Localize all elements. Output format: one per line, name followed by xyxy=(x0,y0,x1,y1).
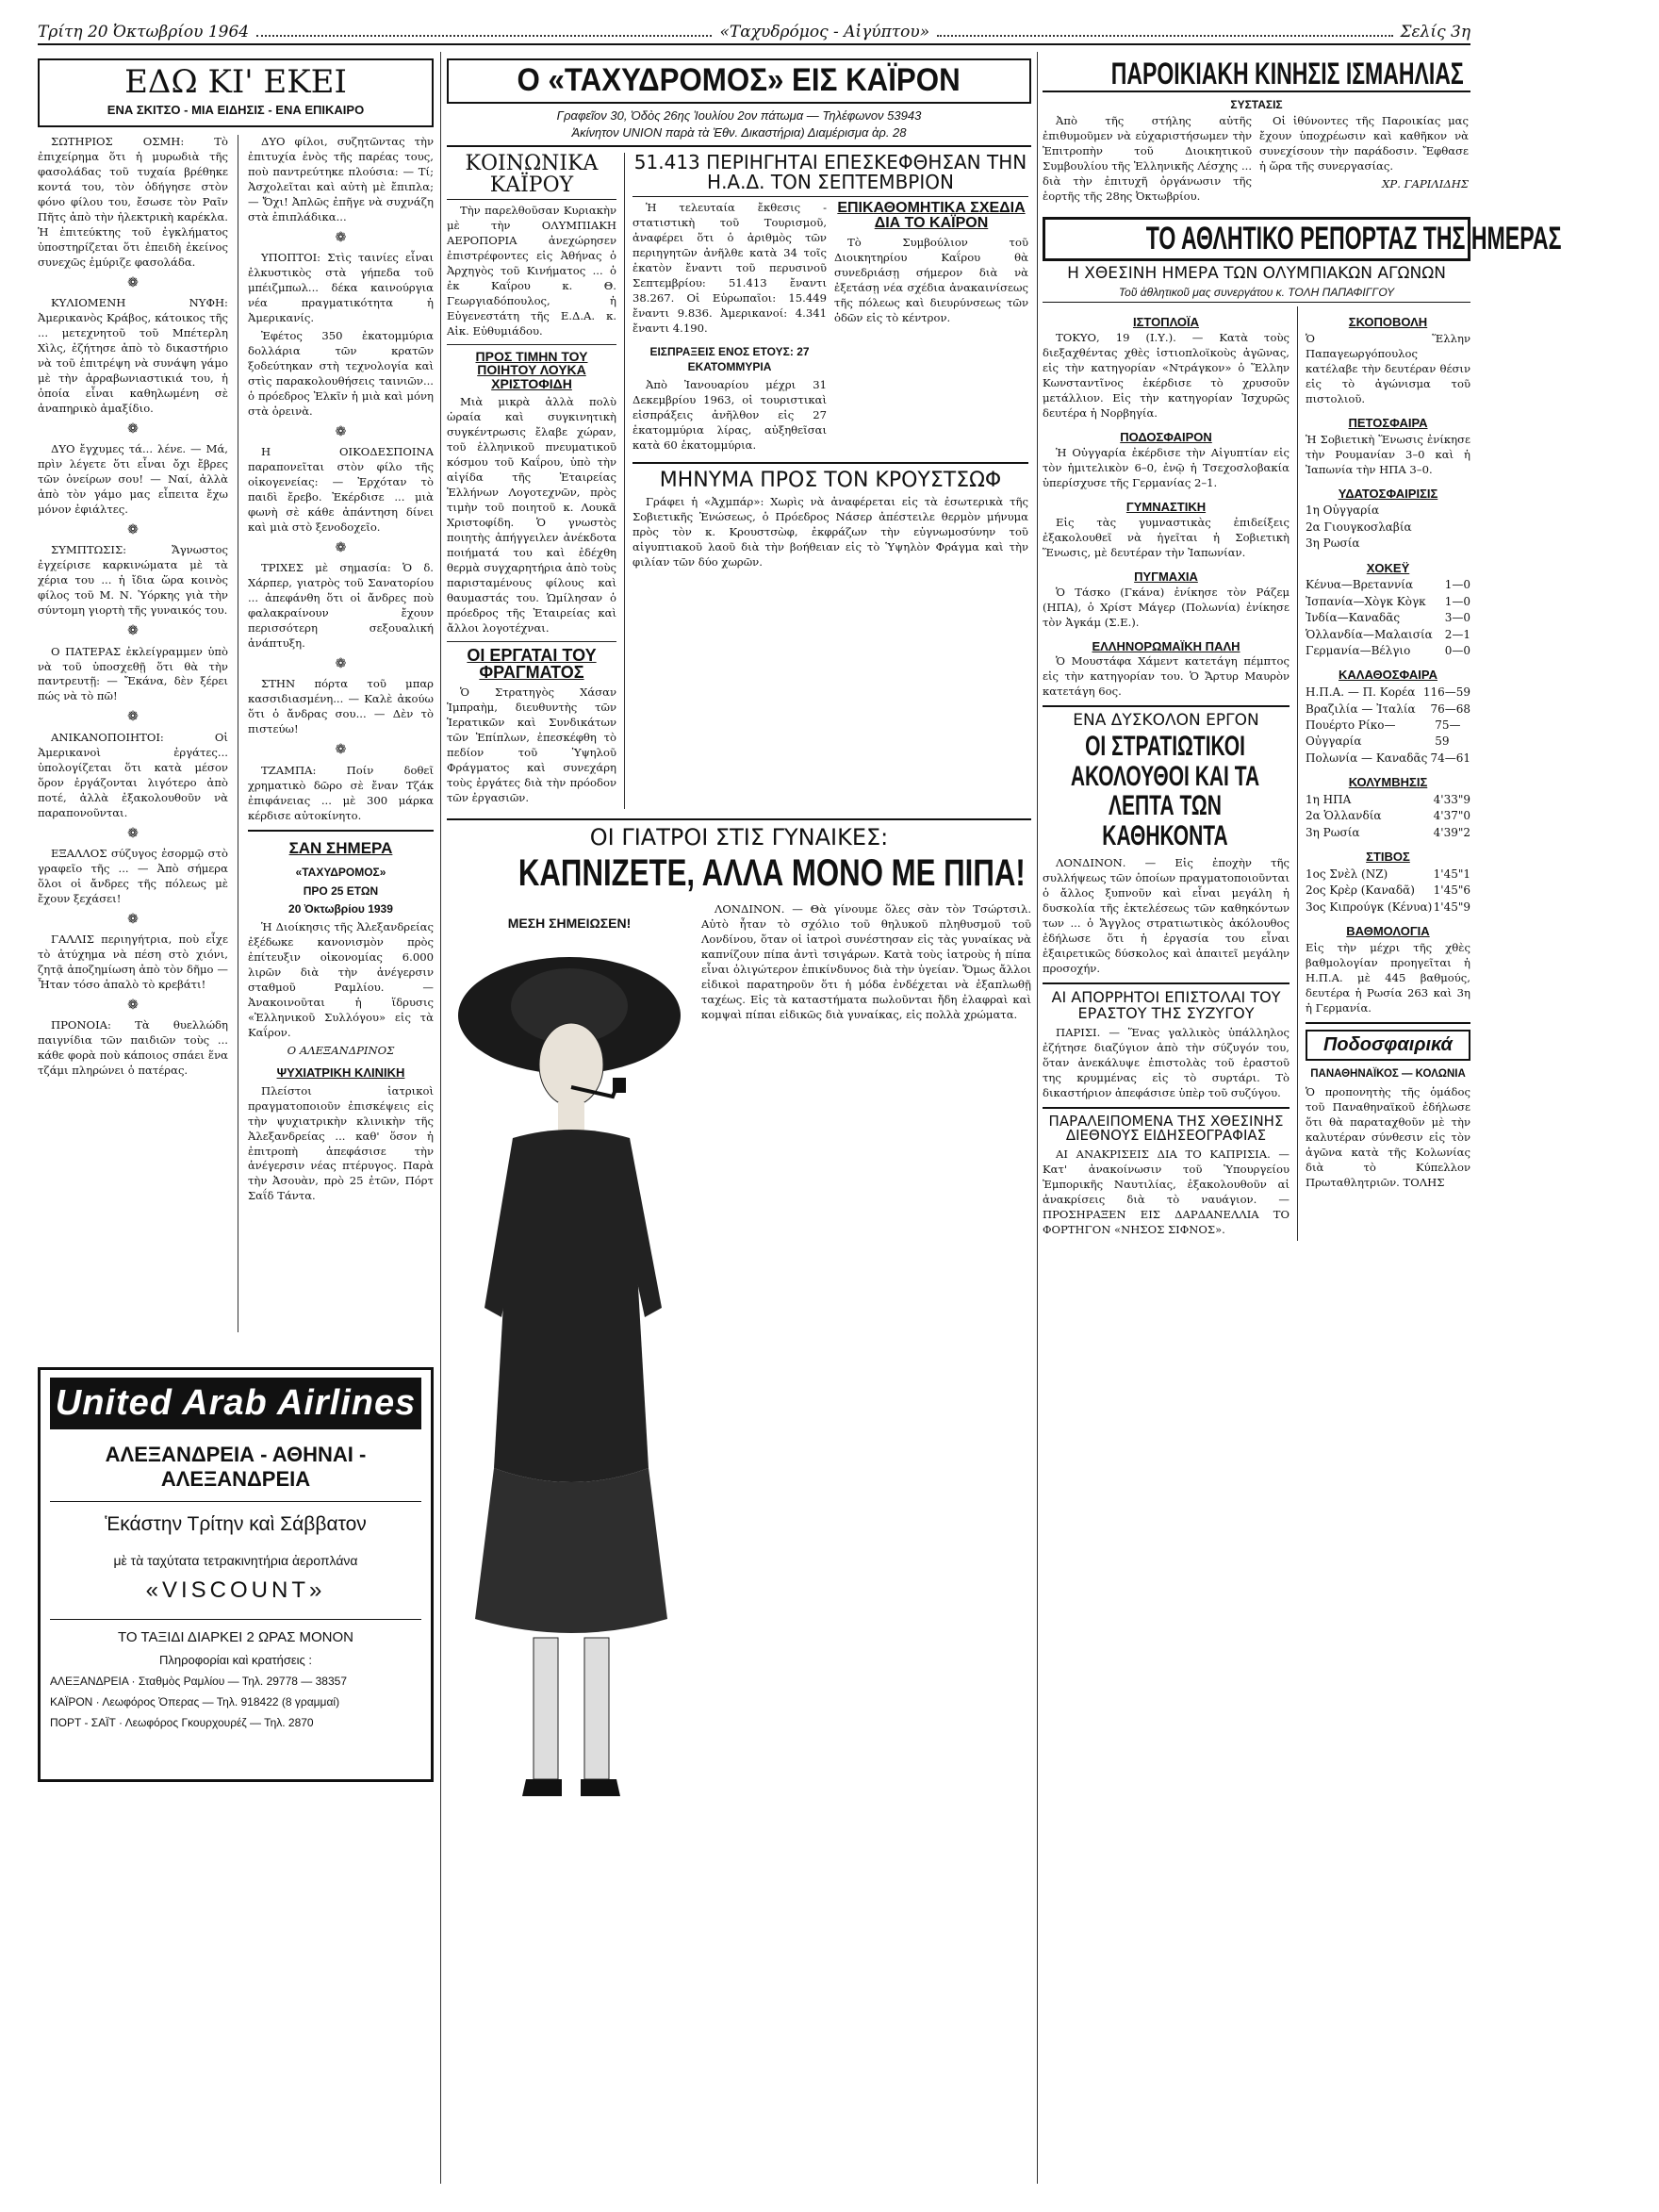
divider xyxy=(1043,1107,1289,1109)
workers-title: ΟΙ ΕΡΓΑΤΑΙ ΤΟΥ ΦΡΑΓΜΑΤΟΣ xyxy=(467,645,597,683)
ad-route: ΑΛΕΞΑΝΔΡΕΙΑ - ΑΘΗΝΑΙ - ΑΛΕΞΑΝΔΡΕΙΑ xyxy=(50,1443,421,1502)
today-title: ΣΑΝ ΣΗΜΕΡΑ xyxy=(288,838,393,857)
result-row xyxy=(1306,718,1470,751)
score: 2—1 xyxy=(1444,627,1470,641)
separator: ❁ xyxy=(127,709,139,725)
separator: ❁ xyxy=(127,274,139,290)
shooting-text: Ὁ Ἕλλην Παπαγεωργόπουλος κατέλαβε τὴν δευτέραν θέσιν εἰς τὸ ἀγώνισμα τοῦ πιστολιοῦ. xyxy=(1306,331,1470,405)
column-right xyxy=(1043,57,1562,2199)
community-text: Ἀπὸ τῆς στήλης αὐτῆς ἐπιθυμοῦμεν νὰ εὐχαριστήσωμεν τὴν Ἐπιτροπὴν τοῦ Διοικητικοῦ Συμβουλίου τῆς Ἑλληνικῆς Λέσχης ... διὰ τὴν ἐπιτυχῆ ὀργάνωσιν τῆς ἑορτῆς τῆς 28ης Ὀκτωβρίου. xyxy=(1043,113,1252,203)
score: 76—68 xyxy=(1430,702,1470,716)
time: 4'39"2 xyxy=(1433,825,1470,839)
item-paragraph: Ἐφέτος 350 ἐκατομμύρια δολλάρια τῶν κρατῶν ξοδεύτηκαν στὴ τεχνολογία καὶ στὶς παρακολουθήσεις ταινιῶν... ὁ πρόεδρος Ἐλκῖν ἡ μιὰ καὶ μόνη στὰ ὀρεινὰ. xyxy=(247,328,434,418)
separator: ❁ xyxy=(127,421,139,437)
ad-plane: «VISCOUNT» xyxy=(145,1577,326,1603)
header-leader xyxy=(937,27,1392,37)
community-kicker: ΣΥΣΤΑΣΙΣ xyxy=(1230,97,1283,111)
score: 0—0 xyxy=(1444,644,1470,658)
gymnastics-text: Εἰς τὰς γυμναστικὰς ἐπιδείξεις ἐξακολουθεῖ νὰ ἡγεῖται ἡ Σοβιετικὴ Ἕνωσις, μὲ δευτέραν τὴν Ἰαπωνίαν. xyxy=(1043,515,1289,559)
time: 1'45"6 xyxy=(1433,883,1470,898)
sailing-text: ΤΟΚΥΟ, 19 (Ι.Υ.). — Κατὰ τοὺς διεξαχθέντας χθὲς ἱστιοπλοϊκοὺς ἀγῶνας, εἰς τὴν κατηγορίαν «Ντράγκον» ὁ Ἕλλην Κωνσταντῖνος ἐκέρδισε τὸ χρυσοῦν μετάλλιον. Εἰς τὴν κατηγορίαν Ἰσχυρῶς δευτέρα ἡ Νορβηγία. xyxy=(1043,330,1289,420)
divider xyxy=(1043,705,1289,707)
result-row xyxy=(1306,883,1470,899)
section-title: ΕΔΩ ΚΙ' ΕΚΕΙ xyxy=(124,63,347,101)
plans-text: Τὸ Συμβούλιον τοῦ Διοικητηρίου Καΐρου θὰ συνεδριάσῃ σήμερον διὰ νὰ ἐξετάσῃ νέα σχέδια ἀνακαινίσεως τῆς πόλεως καὶ διευρύνσεως τῶν ὁδῶν εἰς τὸ κέντρον. xyxy=(834,236,1028,325)
center-upper xyxy=(447,150,1031,810)
header-leader xyxy=(256,27,712,37)
doctors-body xyxy=(447,902,1031,1855)
result-row xyxy=(1306,594,1470,610)
swimming-heading: ΚΟΛΥΜΒΗΣΙΣ xyxy=(1348,775,1428,790)
community-signature: ΧΡ. ΓΑΡΙΛΙΔΗΣ xyxy=(1382,176,1469,190)
divider xyxy=(447,344,616,345)
tourists-col xyxy=(632,201,827,456)
airline-brand: United Arab Airlines xyxy=(50,1378,421,1429)
separator: ❁ xyxy=(127,521,139,537)
wrestling-heading: ΕΛΛΗΝΟΡΩΜΑΪΚΗ ΠΑΛΗ xyxy=(1092,638,1240,653)
omissions-title: ΠΑΡΑΛΕΙΠΟΜΕΝΑ ΤΗΣ ΧΘΕΣΙΝΗΣ ΔΙΕΘΝΟΥΣ ΕΙΔΗΣΕΟΓΡΑΦΙΑΣ xyxy=(1048,1112,1284,1145)
match: Πουέρτο Ρίκο—Οὐγγαρία xyxy=(1306,718,1396,749)
score: 75—59 xyxy=(1435,718,1461,749)
doctors-title: ΟΙ ΓΙΑΤΡΟΙ ΣΤΙΣ ΓΥΝΑΙΚΕΣ: xyxy=(589,824,889,851)
score: 74—61 xyxy=(1430,751,1470,765)
today-date: 20 Ὀκτωβρίου 1939 xyxy=(288,902,393,916)
issue-date: Τρίτη 20 Ὀκτωβρίου 1964 xyxy=(38,23,250,41)
page-header xyxy=(38,21,1470,45)
item-paragraph: ΚΥΛΙΟΜΕΝΗ ΝΥΦΗ: Ἀμερικανὸς Κράβος, κάτοικος τῆς ... μετεχνητοῦ τοῦ Μπέτερλη Χὶλς, ἐζήτησε ἀπὸ τὸ δικαστήριο νὰ τοῦ ἐπιτρέψη νὰ συνάψη γάμο μὲ τὴν ἀρραβωνιαστικιά του, ἡ ὁποία εἶναι καθηλωμένη σὲ ἀναπηρικὸ ἀμαξίδιο. xyxy=(38,295,228,415)
athlete: 3ος Κιπρούγκ (Κένυα) xyxy=(1306,900,1433,914)
result-row xyxy=(1306,751,1470,767)
woman-with-pipe-illustration xyxy=(447,902,692,1855)
team: 2α Ὁλλανδία xyxy=(1306,809,1382,823)
item-paragraph: ΑΝΙΚΑΝΟΠΟΙΗΤΟΙ: Οἱ Ἀμερικανοὶ ἐργάτες... ὑπολογίζεται ὅτι κατὰ μέσον ὅρον ἐργάζονται λιγότερο ἀπὸ ποτέ, ἀλλὰ ἐξακολουθοῦν νὰ παραπονοῦνται. xyxy=(38,730,228,819)
match: Η.Π.Α. — Π. Κορέα xyxy=(1306,685,1416,700)
clinic-text: Πλείστοι ἰατρικοὶ πραγματοποιοῦν ἐπισκέψεις εἰς τὴν ψυχιατρικὴν κλινικὴν τῆς Ἀλεξανδρείας ... καθ' ὅσον ἡ ἐπιτροπὴ ἀπεφάσισε τὴν ἀνέγερσιν νέας πτέρυγος. Παρὰ τὴν Ἀσουὰν, πρὸ 25 ἐτῶν, Πόρτ Σαΐδ Τάντα. xyxy=(247,1083,434,1203)
sports-banner xyxy=(1043,217,1562,262)
section-body xyxy=(38,135,434,1332)
tourists-text: Ἡ τελευταία ἔκθεσις - στατιστικὴ τοῦ Τουρισμοῦ, ἀναφέρει ὅτι ὁ ἀριθμὸς τῶν περιηγητῶν ἀνῆλθε κατὰ 34 τοῖς ἑκατὸν ἔναντι τοῦ περυσινοῦ Σεπτεμβρίου: 51.413 ἔναντι 38.267. Οἱ Εὐρωπαῖοι: 15.449 ἔναντι 9.836. Ἀμερικανοί: 4.341 ἔναντι 4.190. xyxy=(632,200,827,335)
athletics-heading: ΣΤΙΒΟΣ xyxy=(1366,850,1410,865)
football-olympic-heading: ΠΟΔΟΣΦΑΙΡΟΝ xyxy=(1120,429,1212,444)
column-center xyxy=(447,58,1031,2199)
football-olympic-text: Ἡ Οὐγγαρία ἐκέρδισε τὴν Αἰγυπτίαν εἰς τὸν ἡμιτελικὸν 6–0, ἐνῷ ἡ Τσεχοσλοβακία ὑπερίσχυσε τῆς Γερμανίας 2–1. xyxy=(1043,445,1289,489)
today-sub: ΠΡΟ 25 ΕΤΩΝ xyxy=(303,883,379,898)
ad-contact: ΑΛΕΞΑΝΔΡΕΙΑ · Σταθμὸς Ραμλίου — Τηλ. 29778 — 38357 xyxy=(50,1675,347,1688)
inner-rule xyxy=(624,153,625,810)
time: 4'37"0 xyxy=(1433,809,1470,823)
message-text: Γράφει ἡ «Ἀχμπάρ»: Χωρὶς νὰ ἀναφέρεται εἰς τὰ ἐσωτερικὰ τῆς Σοβιετικῆς Ἑνώσεως, ὁ Πρόεδρος Νάσερ ἀπέστειλε θερμὸν μήνυμα πρὸς τὸν κ. Κρουστσὼφ, ἐκφράζων τὴν εὐγνωμοσύνην τοῦ αἰγυπτιακοῦ λαοῦ διὰ τὴν βοήθειαν εἰς τὸ Ὑψηλὸν Φράγμα καὶ τὴν φιλίαν τῶν δύο χωρῶν. xyxy=(632,494,1028,569)
item-paragraph: ΤΖΑΜΠΑ: Ποίν δοθεῖ χρηματικὸ δῶρο σὲ ἔναν Τζάκ ἐπιφάνειας ... μὲ 300 μάρκα κέρδισε αὐτοκίνητο. xyxy=(247,763,434,822)
ad-plane-intro: μὲ τὰ ταχύτατα τετρακινητήρια ἀεροπλάνα xyxy=(113,1553,358,1568)
result-row xyxy=(1306,643,1470,659)
divider xyxy=(447,145,1031,147)
gymnastics-heading: ΓΥΜΝΑΣΤΙΚΗ xyxy=(1125,499,1207,514)
attaches-kicker: ΕΝΑ ΔΥΣΚΟΛΟΝ ΕΡΓΟΝ xyxy=(1073,711,1259,731)
workers-text: Ὁ Στρατηγὸς Χάσαν Ἱμπραὴμ, διευθυντὴς τῶν Ἱερατικῶν καὶ Συνδικάτων τῶν Ἐπίπλων, ἐπεσκέφθη τὸ πεδίον τοῦ Ὑψηλοῦ Φράγματος καὶ συνεχάρη τοὺς ἐργάτες διὰ τὴν πρόοδον τῶν ἐργασιῶν. xyxy=(447,685,616,805)
item-paragraph: ΔΥΟ φίλοι, συζητῶντας τὴν ἐπιτυχία ἑνὸς τῆς παρέας τους, ποὺ παντρεύτηκε πλούσια: — Τί; Ἀσχολεῖται καὶ αὐτὴ μὲ ἔπιπλα; — Ὄχι! Ἀπλῶς ἐπῆγε νὰ συχνάζη στὰ ἐπιπλάδικα... xyxy=(247,134,434,223)
community-body xyxy=(1043,114,1470,207)
today-signature: Ο ΑΛΕΞΑΝΔΡΙΝΟΣ xyxy=(287,1043,395,1057)
doctors-text: ΛΟΝΔΙΝΟΝ. — Θὰ γίνουμε ὅλες σὰν τὸν Τσώρτσιλ. Αὐτὸ ἦταν τὸ σχόλιο τοῦ θηλυκοῦ πληθυσμοῦ τοῦ Λονδίνου, ὅταν οἱ ἰατροὶ συνέστησαν εἰς τὰς γυναίκας νὰ καπνίζουν πίπα ἀντὶ τσιγάρων. Κατὰ τοὺς ἰατροὺς ἡ πίπα εἶναι ὀλιγώτερον ἐπικίνδυνος διὰ τὴν ὑγείαν. Ὅμως ἄλλοι εἰδικοὶ παρατηροῦν ὅτι ἡ μόδα ἐνδέχεται νὰ ἐξαπλωθῇ ταχέως. Εἰς τὰ καταστήματα πωλοῦνται ἤδη ἐλαφραὶ καὶ κομψαὶ πίπαι εἰδικῶς διὰ γυναίκας, εἰς πολλὰ χρώματα. xyxy=(701,902,1031,1022)
score: 116—59 xyxy=(1422,685,1470,700)
team: 3η Ρωσία xyxy=(1306,825,1360,839)
plans-title: ΕΠΙΚΑΘΟΜΗΤΙΚΑ ΣΧΕΔΙΑ ΔΙΑ ΤΟ ΚΑΪΡΟΝ xyxy=(837,199,1026,232)
clinic-title: ΨΥΧΙΑΤΡΙΚΗ ΚΛΙΝΙΚΗ xyxy=(276,1065,405,1080)
receipts-text: Ἀπὸ Ἰανουαρίου μέχρι 31 Δεκεμβρίου 1963, οἱ τουριστικαὶ εἰσπράξεις ἀνῆλθον εἰς 27 ἑκατομμύρια λίρας, αὐξηθεῖσαι κατὰ 60 ἑκατομμύρια. xyxy=(632,377,827,452)
community-col xyxy=(1259,114,1469,207)
column-rule xyxy=(440,52,441,2184)
letters-text: ΠΑΡΙΣΙ. — Ἕνας γαλλικὸς ὑπάλληλος ἐζήτησε διαζύγιον ἀπὸ τὴν σύζυγόν του, ὅταν ἀνεκάλυψε ἐπιστολὰς τοῦ ἐραστοῦ της κρυμμένας εἰς τὸ συρτάρι. Τὸ δικαστήριον ἀπεφάσισε ὑπὲρ τοῦ συζύγου. xyxy=(1043,1025,1289,1099)
doctors-text-col xyxy=(701,902,1031,1855)
football-text: Ὁ προπονητὴς τῆς ὁμάδος τοῦ Παναθηναϊκοῦ ἐδήλωσε ὅτι θὰ παραταχθοῦν μὲ τὴν καλυτέραν σύνθεσιν εἰς τὸν ἀγῶνα κατὰ τῆς Κολωνίας διὰ τὸ Κύπελλον Πρωταθλητριῶν. ΤΟΛΗΣ xyxy=(1306,1084,1470,1189)
column-rule xyxy=(1037,52,1038,2184)
community-col xyxy=(1043,114,1252,207)
omissions-text: ΑΙ ΑΝΑΚΡΙΣΕΙΣ ΔΙΑ ΤΟ ΚΑΠΡΙΣΙΑ. — Κατ' ἀνακοίνωσιν τοῦ Ὑπουργείου Ἐμπορικῆς Ναυτιλίας, ἐξακολουθοῦν αἱ ἀνακρίσεις διὰ τὸ ναυάγιον. — ΠΡΟΣΗΡΑΞΕΝ ΕΙΣ ΔΑΡΔΑΝΕΛΛΙΑ ΤΟ ΦΟΡΤΗΓΟΝ «ΝΗΣΟΣ ΣΙΦΝΟΣ». xyxy=(1043,1147,1289,1237)
divider xyxy=(447,818,1031,820)
match: Κένυα—Βρεταννία xyxy=(1306,578,1414,592)
waterpolo-rank: 3η Ρωσία xyxy=(1306,536,1360,551)
divider xyxy=(1306,1022,1470,1024)
separator: ❁ xyxy=(127,825,139,841)
honor-title: ΠΡΟΣ ΤΙΜΗΝ ΤΟΥ ΠΟΙΗΤΟΥ ΛΟΥΚΑ ΧΡΙΣΤΟΦΙΔΗ xyxy=(475,348,588,392)
athlete: 2ος Κρὲρ (Καναδᾶ) xyxy=(1306,883,1415,898)
cairo-banner-title: Ο «ΤΑΧΥΔΡΟΜΟΣ» ΕΙΣ ΚΑΪΡΟΝ xyxy=(517,62,961,98)
shooting-heading: ΣΚΟΠΟΒΟΛΗ xyxy=(1348,315,1428,330)
community-title: ΠΑΡΟΙΚΙΑΚΗ ΚΙΝΗΣΙΣ ΙΣΜΑΗΛΙΑΣ xyxy=(1110,57,1464,91)
time: 1'45"9 xyxy=(1433,900,1470,914)
item-paragraph: ΤΡΙΧΕΣ μὲ σημασία: Ὁ δ. Χάρπερ, γιατρὸς τοῦ Σανατορίου ... ἀπεφάνθη ὅτι οἱ ἄνδρες ποὺ φαλακραίνουν ἔχουν περισσότερη σεξουαλική ἀνάπτυξη. xyxy=(247,561,434,651)
page-number: Σελίς 3η xyxy=(1400,23,1471,41)
social-title: ΚΟΙΝΩΝΙΚΑ ΚΑΪΡΟΥ xyxy=(447,153,616,200)
result-row xyxy=(1306,685,1470,701)
match: Πολωνία — Καναδᾶς xyxy=(1306,751,1428,765)
wrestling-text: Ὁ Μουστάφα Χάμεντ κατετάγη πέμπτος εἰς τὴν κατηγορίαν του. Ὁ Ἄρτυρ Μαυρὸν κατετάγη 6ος. xyxy=(1043,654,1289,699)
fashion-photo xyxy=(447,902,692,1855)
result-row xyxy=(1306,792,1470,808)
separator: ❁ xyxy=(335,539,347,555)
ad-contact: ΚΑΪΡΟΝ · Λεωφόρος Ὀπερας — Τηλ. 918422 (8 γραμμαί) xyxy=(50,1695,340,1709)
message-title: ΜΗΝΥΜΑ ΠΡΟΣ ΤΟΝ ΚΡΟΥΣΤΣΩΦ xyxy=(659,468,1002,492)
time: 1'45"1 xyxy=(1433,867,1470,882)
column-left-b xyxy=(248,135,434,1332)
divider xyxy=(1043,982,1289,984)
match: Γερμανία—Βέλγιο xyxy=(1306,644,1411,658)
separator: ❁ xyxy=(127,911,139,927)
score: 1—0 xyxy=(1444,578,1470,592)
boxing-text: Ὁ Τάσκο (Γκάνα) ἐνίκησε τὸν Ράζεμ (ΗΠΑ), ὁ Χρίστ Μάγερ (Πολωνία) ἐνίκησε τὸν Ἀγκάμ (Σ.Ε.). xyxy=(1043,585,1289,629)
paper-name: «Ταχυδρόμος - Αἰγύπτου» xyxy=(719,23,930,41)
attaches-headline: ΟΙ ΣΤΡΑΤΙΩΤΙΚΟΙ ΑΚΟΛΟΥΘΟΙ ΚΑΙ ΤΑ ΛΕΠΤΑ ΤΩΝ ΚΑΘΗΚΟΝΤΑ xyxy=(1070,731,1260,851)
receipts-title: ΕΙΣΠΡΑΞΕΙΣ ΕΝΟΣ ΕΤΟΥΣ: 27 ΕΚΑΤΟΜΜΥΡΙΑ xyxy=(649,344,810,374)
volleyball-heading: ΠΕΤΟΣΦΑΙΡΑ xyxy=(1348,415,1428,430)
athlete: 1ος Σνὲλ (ΝΖ) xyxy=(1306,867,1388,882)
inner-rule xyxy=(1297,306,1298,1241)
football-sub: ΠΑΝΑΘΗΝΑΪΚΟΣ — ΚΟΛΩΝΙΑ xyxy=(1310,1068,1466,1080)
separator: ❁ xyxy=(335,423,347,439)
center-right-stack xyxy=(632,150,1028,810)
ad-contact: ΠΟΡΤ - ΣΑΪΤ · Λεωφόρος Γκουρχουρέζ — Τηλ. 2870 xyxy=(50,1716,314,1729)
tourists-body xyxy=(632,201,1028,456)
standings-text: Εἰς τὴν μέχρι τῆς χθὲς βαθμολογίαν προηγεῖται ἡ Η.Π.Α. μὲ 445 βαθμούς, δευτέρα ἡ Ρωσία 263 καὶ 3η ἡ Γερμανία. xyxy=(1306,941,1470,1015)
airline-advertisement xyxy=(38,1367,434,1782)
score: 3—0 xyxy=(1444,611,1470,625)
time: 4'33"9 xyxy=(1433,793,1470,807)
item-paragraph: ΠΡΟΝΟΙΑ: Τὰ θυελλώδη παιγνίδια τῶν παιδιῶν τοὺς ... κάθε φορὰ ποὺ κάποιος σπάει ἕνα τζάμι πληρώνει ὁ πατέρας. xyxy=(38,1018,228,1078)
result-row xyxy=(1306,577,1470,593)
message-body xyxy=(632,495,1028,570)
ad-info: Πληροφορίαι καὶ κρατήσεις : xyxy=(158,1653,313,1667)
cairo-address: Ἀκίνητον UNION παρὰ τὰ Ἐθν. Δικαστήρια) Διαμέρισμα ἀρ. 28 xyxy=(571,124,907,140)
photo-caption: ΜΕΣΗ ΣΗΜΕΙΩΣΕΝ! xyxy=(447,916,692,931)
separator: ❁ xyxy=(335,742,347,758)
item-paragraph: ΣΥΜΠΤΩΣΙΣ: Ἄγνωστος ἐγχείρισε καρκινώματα μὲ τὰ χέρια του ... ἡ ἴδια ὥρα κοινὸς φίλος τοῦ Μ. Ν. Ὑόρκης γιὰ τὴν σύντομη γιορτὴ τῆς γυναικός του. xyxy=(38,543,228,618)
divider xyxy=(632,462,1028,464)
match: Ἰσπανία—Χὸγκ Κὸγκ xyxy=(1306,594,1426,608)
divider xyxy=(248,830,434,832)
result-row xyxy=(1306,610,1470,626)
olympics-title: Η ΧΘΕΣΙΝΗ ΗΜΕΡΑ ΤΩΝ ΟΛΥΜΠΙΑΚΩΝ ΑΓΩΝΩΝ xyxy=(1067,264,1446,284)
item-paragraph: ΣΩΤΗΡΙΟΣ ΟΣΜΗ: Τὸ ἐπιχείρημα ὅτι ἡ μυρωδιὰ τῆς φασολάδας τοῦ τυχαία βρέθηκε κοντά του, τὸν ὁδήγησε στὸν φόνο φίλου του, ἔσωσε τὸν Ραῖν Πῆτς ἀπὸ τὴν ἠλεκτρικὴ καρέκλα. Ἡ ἐπιτεύκτης τοῦ ἐγκλήματος ὑποστηρίζεται ὅτι ἐπειδὴ ἐκείνος συνεχῶς ἐμύριζε φασολάδα. xyxy=(38,134,228,269)
hockey-heading: ΧΟΚΕΫ xyxy=(1366,560,1410,575)
item-paragraph: ΔΥΟ ἔγχυμες τά... λένε. — Μά, πρὶν λέγετε ὅτι εἶναι ὄχι ἔβρες τῶν ὀνείρων σου! — Ναί, ἀλλὰ ἀπὸ τὸν γάμο μας εἶπειτα ἔχω μόνον ἐφιάλτες. xyxy=(38,442,228,516)
result-row xyxy=(1306,808,1470,824)
column-left xyxy=(38,58,434,2199)
item-paragraph: ΣΤΗΝ πόρτα τοῦ μπαρ κασσιδιασμένη... — Καλὲ ἀκούω ὅτι ὁ ἄνδρας σου... — Δὲν τὸ πιστεύω! xyxy=(247,677,434,736)
result-row xyxy=(1306,702,1470,718)
item-paragraph: ΓΑΛΛΙΣ περιηγήτρια, ποὺ εἶχε τὸ ἀτύχημα νὰ πέση στὸ χιόνι, ζητᾷ ἀποζημίωση ἀπὸ τὸν δῆμο — Ἦταν τόσο ἁπαλὸ τὸ κρεβάτι! xyxy=(38,933,228,992)
item-paragraph: ΕΞΑΛΛΟΣ σύζυγος ἐσορμῷ στὸ γραφεῖο τῆς ... — Ἀπὸ σήμερα ὅλοι οἱ ἄνδρες τῆς πόλεως μὲ ἔχουν ξεχάσει! xyxy=(38,846,228,905)
sailing-heading: ΙΣΤΟΠΛΟΪΑ xyxy=(1132,315,1200,330)
column-left-a xyxy=(38,135,228,1332)
score: 1—0 xyxy=(1444,594,1470,608)
football-heading: Ποδοσφαιρικά xyxy=(1323,1034,1453,1055)
community-text: Οἱ ἰθύνοντες τῆς Παροικίας μας ἔχουν ὑποχρέωσιν καὶ καθῆκον νὰ συνεχίσουν τὴν παράδοσιν. Ἔφθασε ἡ ὥρα τῆς συνεργασίας. xyxy=(1259,113,1469,173)
ad-days: Ἑκάστην Τρίτην καὶ Σάββατον xyxy=(105,1513,367,1535)
sports-banner-title: ΤΟ ΑΘΛΗΤΙΚΟ ΡΕΠΟΡΤΑΖ ΤΗΣ ΗΜΕΡΑΣ xyxy=(1145,220,1562,256)
social-text: Τὴν παρελθοῦσαν Κυριακὴν μὲ τὴν ΟΛΥΜΠΙΑΚΗ ΑΕΡΟΠΟΡΙΑ ἀνεχώρησεν ἐπιστρέφοντες εἰς Ἀθήνας ὁ Ἀρχηγὸς τοῦ Κινήματος ... ὁ ἐκ Καΐρου κ. Θ. Γεωργιαδόπουλος, ἡ Εὐγενεστάτη τῆς Ε.Δ.Α. κ. Αἰκ. Εὐθυμιάδου. xyxy=(447,203,616,338)
cairo-address: Γραφεῖον 30, Ὁδὸς 26ης Ἰουλίου 2ον πάτωμα — Τηλέφωνον 53943 xyxy=(556,107,922,123)
item-paragraph: Ο ΠΑΤΕΡΑΣ ἐκλείγραμμεν ὑπὸ νὰ τοῦ ὑποσχεθῇ ὅτι θὰ τὴν παντρευτῇ: — Ἔκάνα, δὲν ξέρει πώς νὰ τὸ πῶ! xyxy=(38,644,228,703)
boxing-heading: ΠΥΓΜΑΧΙΑ xyxy=(1134,569,1198,584)
honor-text: Μιὰ μικρὰ ἀλλὰ πολὺ ὡραία καὶ συγκινητικὴ συγκέντρωσις ἔλαβε χώραν, τοῦ ἑλληνικοῦ πνευματικοῦ κόσμου τοῦ Καΐρου, ὑπὸ τὴν αἰγίδα τῆς Ἑταιρείας Ἑλλήνων Λογοτεχνῶν, πρὸς τιμὴν τοῦ ποιητοῦ κ. Λουκᾶ Χριστοφίδη. Ὁ γνωστὸς ποιητὴς ἀπήγγειλεν ἀνέκδοτα ποιήματά του καὶ ἐδέχθη θερμὰ συγχαρητήρια ἀπὸ τοὺς παρισταμένους φίλους καὶ θαυμαστάς του. Ὡμίλησαν ὁ πρόεδρος τῆς Ἑταιρείας καὶ ἄλλοι λογοτέχναι. xyxy=(447,394,616,635)
doctors-headline: ΚΑΠΝΙΖΕΤΕ, ΑΛΛΑ ΜΟΝΟ ΜΕ ΠΙΠΑ! xyxy=(517,852,1026,895)
standings-heading: ΒΑΘΜΟΛΟΓΙΑ xyxy=(1346,924,1430,939)
today-text: Ἡ Διοίκησις τῆς Ἀλεξανδρείας ἐξέδωκε κανονισμὸν πρὸς ἐπίτευξιν οἰκονομίας 6.000 λιρῶν διὰ τὴν ἀνέγερσιν σταθμοῦ Ραμλίου. — Ἀνακοινοῦται ἡ ἵδρυσις «Ἑλληνικοῦ Συλλόγου» εἰς τὰ Καΐρον. xyxy=(247,919,434,1039)
sports-col-right xyxy=(1306,306,1470,1241)
result-row xyxy=(1306,900,1470,916)
team: 1η ΗΠΑ xyxy=(1306,793,1352,807)
separator: ❁ xyxy=(127,998,139,1014)
item-paragraph: Η ΟΙΚΟΔΕΣΠΟΙΝΑ παραπονεῖται στὸν φίλο τῆς οἰκογενείας: — Ἐρχόταν τὸ παιδὶ ἔρεβο. Ἐκέρδισε ... μιὰ φωνὴ σὲ κάθε ἀπάντηση δίνει καὶ μιὰ στὸ ξενοδοχεῖο. xyxy=(247,445,434,534)
letters-title: ΑΙ ΑΠΟΡΡΗΤΟΙ ΕΠΙΣΤΟΛΑΙ ΤΟΥ ΕΡΑΣΤΟΥ ΤΗΣ ΣΥΖΥΓΟΥ xyxy=(1051,988,1281,1022)
match: Βραζιλία — Ἰταλία xyxy=(1306,702,1416,716)
olympics-byline: Τοῦ ἀθλητικοῦ μας συνεργάτου κ. ΤΟΛΗ ΠΑΠΑΦΙΓΓΟΥ xyxy=(1043,286,1470,303)
separator: ❁ xyxy=(335,656,347,672)
attaches-text: ΛΟΝΔΙΝΟΝ. — Εἰς ἐποχὴν τῆς συλλήψεως τῶν ὁποίων πραγματοποιοῦνται ὁ ἄλλος ξυπνοῦν καὶ εἶναι μεγάλη ἡ δυσκολία τῆς ἐκτελέσεως τῶν καθηκόντων των ... ὁ Ἄγγλος στρατιωτικὸς ἀκόλουθος ἐδήλωσε ὅτι ἡ ἐργασία του εἶναι ἐξαιρετικῶς δύσκολος καὶ ἀπαιτεῖ μεγάλην προσοχήν. xyxy=(1043,856,1289,976)
supply-col xyxy=(834,201,1028,456)
cairo-banner xyxy=(447,58,1031,104)
section-subtitle: ΕΝΑ ΣΚΙΤΣΟ - ΜΙΑ ΕΙΔΗΣΙΣ - ΕΝΑ ΕΠΙΚΑΙΡΟ xyxy=(107,102,365,117)
match: Ἰνδία—Καναδᾶς xyxy=(1306,611,1401,625)
item-paragraph: ΥΠΟΠΤΟΙ: Στὶς ταινίες εἶναι ἐλκυστικὸς στὰ γήπεδα τοῦ μπέιζμπωλ... δέκα καινούργια νέα πραγματικότητα ἡ Ἀμερικανίς. xyxy=(247,250,434,324)
today-sub: «ΤΑΧΥΔΡΟΜΟΣ» xyxy=(295,866,386,880)
section-header-box xyxy=(38,58,434,127)
result-row xyxy=(1306,867,1470,883)
basketball-heading: ΚΑΛΑΘΟΣΦΑΙΡΑ xyxy=(1339,668,1437,683)
waterpolo-rank: 1η Οὐγγαρία xyxy=(1306,503,1380,518)
separator: ❁ xyxy=(127,623,139,639)
waterpolo-rank: 2α Γιουγκοσλαβία xyxy=(1306,520,1412,534)
separator: ❁ xyxy=(335,229,347,245)
volleyball-text: Ἡ Σοβιετικὴ Ἕνωσις ἐνίκησε τὴν Ρουμανίαν 3–0 καὶ ἡ Ἰαπωνία τὴν ΗΠΑ 3–0. xyxy=(1306,432,1470,476)
center-left-stack xyxy=(447,153,616,810)
tourists-title: 51.413 ΠΕΡΙΗΓΗΤΑΙ ΕΠΕΣΚΕΦΘΗΣΑΝ ΤΗΝ Η.Α.Δ. ΤΟΝ ΣΕΠΤΕΜΒΡΙΟΝ xyxy=(632,153,1028,197)
match: Ὁλλανδία—Μαλαισία xyxy=(1306,627,1433,641)
sports-col-left xyxy=(1043,306,1289,1241)
result-row xyxy=(1306,627,1470,643)
football-box xyxy=(1306,1030,1470,1061)
result-row xyxy=(1306,825,1470,841)
waterpolo-heading: ΥΔΑΤΟΣΦΑΙΡΙΣΙΣ xyxy=(1338,486,1438,501)
sports-columns xyxy=(1043,306,1470,1241)
divider xyxy=(447,641,616,642)
ad-duration: ΤΟ ΤΑΞΙΔΙ ΔΙΑΡΚΕΙ 2 ΩΡΑΣ ΜΟΝΟΝ xyxy=(50,1619,421,1645)
